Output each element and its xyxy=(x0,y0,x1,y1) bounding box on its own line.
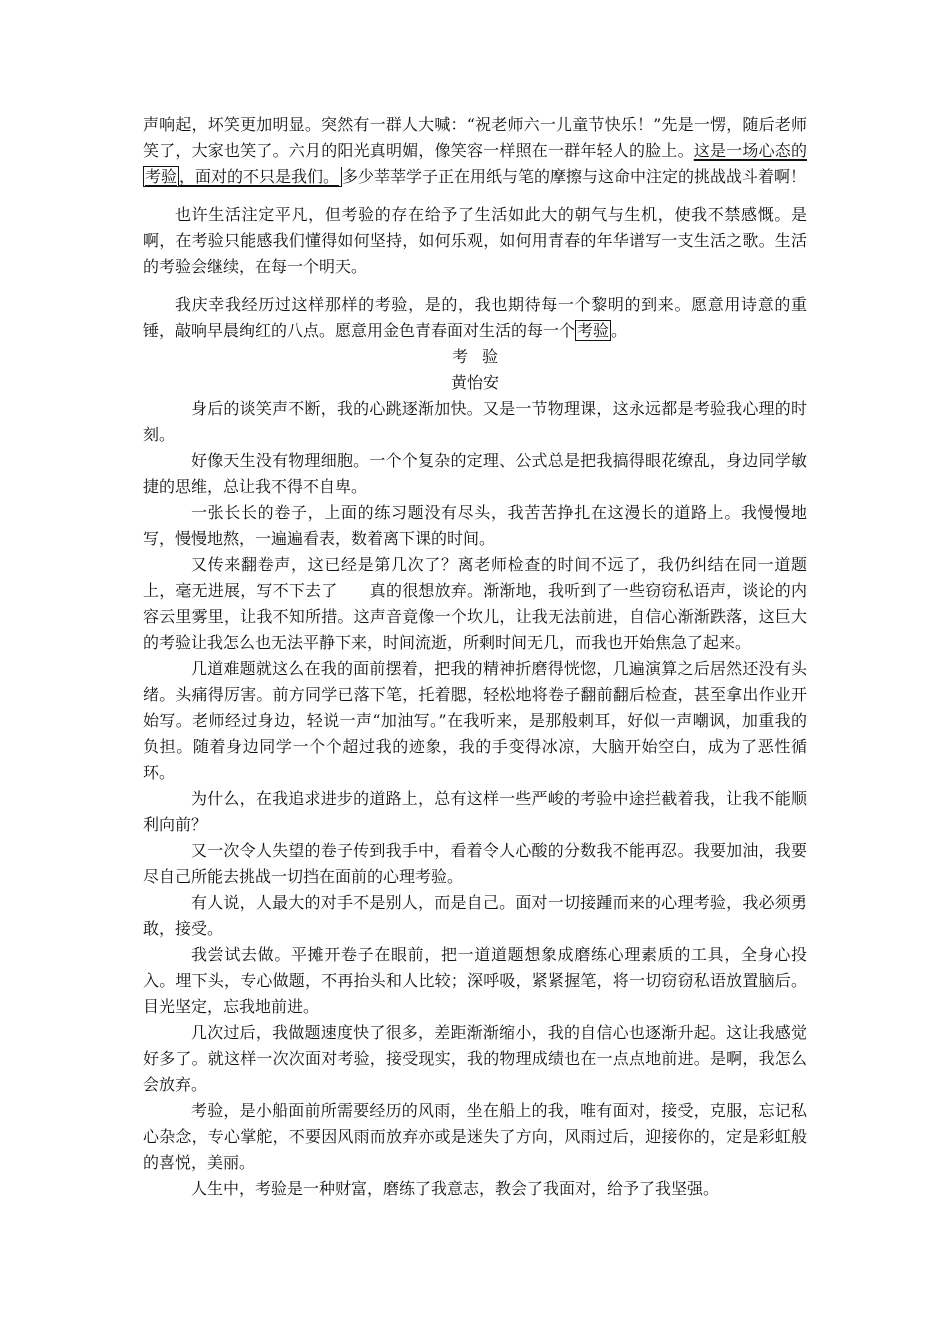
essay-paragraph: 有人说，人最大的对手不是别人，而是自己。面对一切接踵而来的心理考验，我必须勇敢，接受。 xyxy=(143,893,807,938)
boxed-word: 考验 xyxy=(145,167,178,186)
essay-paragraph: 人生中，考验是一种财富，磨练了我意志，教会了我面对，给予了我坚强。 xyxy=(191,1179,720,1198)
essay-paragraph: 为什么，在我追求进步的道路上，总有这样一些严峻的考验中途拦截着我，让我不能顺利向前？ xyxy=(143,789,807,834)
paragraph: 也许生活注定平凡，但考验的存在给予了生活如此大的朝气与生机，使我不禁感慨。是啊，在考验只能感我们懂得如何坚持，如何乐观，如何用青春的年华谱写一支生活之歌。生活的考验会继续，在每一个明天。 xyxy=(143,205,807,276)
text-segment: 。 xyxy=(611,321,628,340)
essay-author: 黄怡安 xyxy=(450,373,499,392)
essay-paragraph: 几次过后，我做题速度快了很多，差距渐渐缩小，我的自信心也逐渐升起。这让我感觉好多了。就这样一次次面对考验，接受现实，我的物理成绩也在一点点地前进。是啊，我怎么会放弃。 xyxy=(143,1023,807,1094)
essay-paragraph: 身后的谈笑声不断，我的心跳逐渐加快。又是一节物理课，这永远都是考验我心理的时刻。 xyxy=(143,399,807,444)
text-segment: 我庆幸我经历过这样那样的考验，是的，我也期待每一个黎明的到来。愿意用诗意的重锤，敲响早晨绚红的八点。愿意用金色青春面对生活的每一个 xyxy=(143,295,807,340)
paragraph-opening xyxy=(143,112,807,190)
essay-paragraph: 好像天生没有物理细胞。一个个复杂的定理、公式总是把我搞得眼花缭乱，身边同学敏捷的思维，总让我不得不自卑。 xyxy=(143,451,807,496)
essay-paragraph: 又传来翻卷声，这已经是第几次了？离老师检查的时间不远了，我仍纠结在同一道题上，毫无进展，写不下去了 真的很想放弃。渐渐地，我听到了一些窃窃私语声，谈论的内容云里雾里，让我不知所措。这声音竟像一个坎儿，让我无法前进，自信心渐渐跌落，这巨大的考验让我怎么也无法平静下来，时间流逝，所剩时间无几，而我也开始焦急了起来。 xyxy=(143,555,807,652)
essay-paragraph: 几道难题就这么在我的面前摆着，把我的精神折磨得恍惚，几遍演算之后居然还没有头绪。头痛得厉害。前方同学已落下笔，托着腮，轻松地将卷子翻前翻后检查，甚至拿出作业开始写。老师经过身边，轻说一声“加油写。”在我听来，是那般刺耳，好似一声嘲讽，加重我的负担。随着身边同学一个个超过我的迹象，我的手变得冰凉，大脑开始空白，成为了恶性循环。 xyxy=(143,659,807,782)
essay-paragraph: 又一次令人失望的卷子传到我手中，看着令人心酸的分数我不能再忍。我要加油，我要尽自己所能去挑战一切挡在面前的心理考验。 xyxy=(143,841,807,886)
underlined-phrase: ，面对的不只是我们。 xyxy=(179,167,342,187)
document-page xyxy=(143,112,807,1202)
boxed-word: 考验 xyxy=(577,321,610,340)
paragraph xyxy=(143,292,807,344)
essay-paragraph: 我尝试去做。平摊开卷子在眼前，把一道道题想象成磨练心理素质的工具，全身心投入。埋下头，专心做题，不再抬头和人比较；深呼吸，紧紧握笔，将一切窃窃私语放置脑后。目光坚定，忘我地前进。 xyxy=(143,945,807,1016)
text-segment: 声响起，坏笑更加明显。突然有一群人大喊：“祝老师六一儿童节快乐！”先是一愣，随后老师笑了，大家也笑了。六月的阳光真明媚，像笑容一样照在一群年轻人的脸上。 xyxy=(143,115,807,160)
essay-title: 考验 xyxy=(451,347,512,366)
underlined-phrase: 这是一场心态的 xyxy=(693,141,807,160)
essay-paragraph: 考验，是小船面前所需要经历的风雨，坐在船上的我，唯有面对，接受，克服，忘记私心杂念，专心掌舵，不要因风雨而放弃亦或是迷失了方向，风雨过后，迎接你的，定是彩虹般的喜悦，美丽。 xyxy=(143,1101,807,1172)
essay-paragraph: 一张长长的卷子，上面的练习题没有尽头，我苦苦挣扎在这漫长的道路上。我慢慢地写，慢慢地熬，一遍遍看表，数着离下课的时间。 xyxy=(143,503,807,548)
text-segment: 多少莘莘学子正在用纸与笔的摩擦与这命中注定的挑战战斗着啊！ xyxy=(342,167,807,186)
